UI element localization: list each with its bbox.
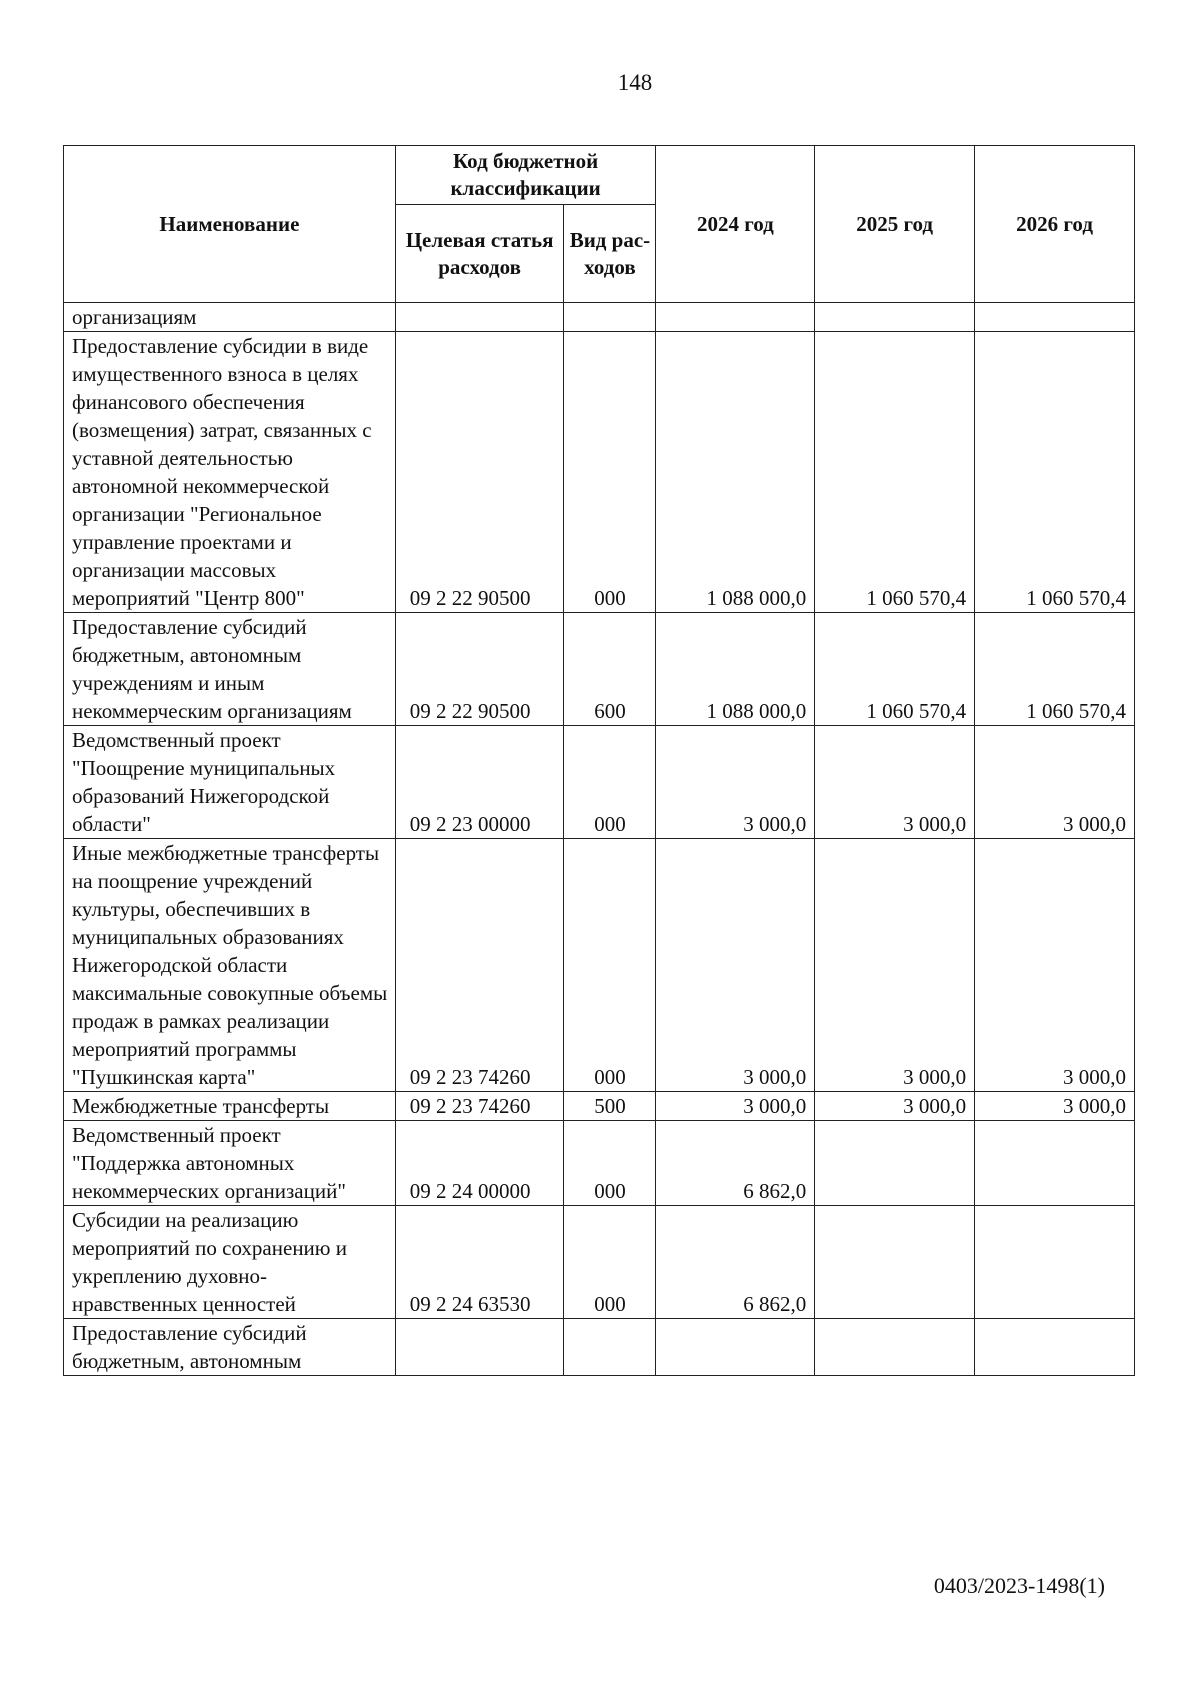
row-name-cell: Иные межбюджетные трансферты на поощрение учреждений культуры, обеспечивших в муниципальных образованиях Нижегородской области максимальные совокупные объемы продаж в рамках реализации мероприятий программы "Пушкинская карта" — [64, 839, 396, 1092]
row-name-cell: Межбюджетные трансферты — [64, 1092, 396, 1121]
amount-2024-cell: 6 862,0 — [656, 1206, 815, 1319]
header-2024: 2024 год — [656, 146, 815, 303]
amount-2025-cell: 3 000,0 — [815, 839, 975, 1092]
amount-2026-cell — [975, 1206, 1135, 1319]
row-name-cell: Субсидии на реализацию мероприятий по сохранению и укреплению духовно-нравственных ценностей — [64, 1206, 396, 1319]
amount-2026-cell: 3 000,0 — [975, 839, 1135, 1092]
document-code: 0403/2023-1498(1) — [933, 1573, 1105, 1598]
amount-2025-cell: 1 060 570,4 — [815, 332, 975, 613]
amount-2025-cell — [815, 303, 975, 332]
table-row — [64, 1092, 1135, 1121]
target-code-cell: 09 2 22 90500 — [395, 613, 564, 726]
expense-kind-cell: 500 — [564, 1092, 656, 1121]
header-target: Целевая статья расходов — [395, 205, 564, 303]
row-name-cell: Предоставление субсидий бюджетным, автономным — [64, 1319, 396, 1376]
budget-table — [63, 145, 1135, 1376]
amount-2025-cell: 3 000,0 — [815, 726, 975, 839]
amount-2024-cell: 6 862,0 — [656, 1121, 815, 1206]
target-code-cell: 09 2 24 00000 — [395, 1121, 564, 1206]
page-number: 148 — [617, 70, 653, 95]
header-2025: 2025 год — [815, 146, 975, 303]
target-code-cell — [395, 1319, 564, 1376]
amount-2026-cell — [975, 1319, 1135, 1376]
expense-kind-cell: 000 — [564, 839, 656, 1092]
row-name-cell: организациям — [64, 303, 396, 332]
header-code-group: Код бюджетной классификации — [395, 146, 656, 205]
table-row — [64, 303, 1135, 332]
expense-kind-cell: 000 — [564, 1206, 656, 1319]
amount-2024-cell: 3 000,0 — [656, 726, 815, 839]
amount-2025-cell: 1 060 570,4 — [815, 613, 975, 726]
amount-2024-cell: 1 088 000,0 — [656, 613, 815, 726]
amount-2026-cell — [975, 1121, 1135, 1206]
amount-2026-cell: 1 060 570,4 — [975, 332, 1135, 613]
amount-2024-cell: 3 000,0 — [656, 1092, 815, 1121]
row-name-cell: Ведомственный проект "Поддержка автономных некоммерческих организаций" — [64, 1121, 396, 1206]
table-row — [64, 1121, 1135, 1206]
amount-2024-cell: 1 088 000,0 — [656, 332, 815, 613]
target-code-cell: 09 2 23 00000 — [395, 726, 564, 839]
amount-2025-cell — [815, 1319, 975, 1376]
table-body — [64, 303, 1135, 1376]
expense-kind-cell — [564, 303, 656, 332]
expense-kind-cell: 000 — [564, 726, 656, 839]
table-row — [64, 613, 1135, 726]
amount-2024-cell — [656, 1319, 815, 1376]
row-name-cell: Предоставление субсидий бюджетным, автономным учреждениям и иным некоммерческим организациям — [64, 613, 396, 726]
amount-2025-cell — [815, 1121, 975, 1206]
header-kind: Вид рас-ходов — [564, 205, 656, 303]
amount-2026-cell — [975, 303, 1135, 332]
target-code-cell: 09 2 23 74260 — [395, 839, 564, 1092]
target-code-cell: 09 2 24 63530 — [395, 1206, 564, 1319]
target-code-cell: 09 2 23 74260 — [395, 1092, 564, 1121]
table-row — [64, 726, 1135, 839]
expense-kind-cell — [564, 1319, 656, 1376]
amount-2026-cell: 1 060 570,4 — [975, 613, 1135, 726]
expense-kind-cell: 600 — [564, 613, 656, 726]
row-name-cell: Предоставление субсидии в виде имущественного взноса в целях финансового обеспечения (возмещения) затрат, связанных с уставной деятельностью автономной некоммерческой организации "Региональное управление проектами и организации массовых мероприятий "Центр 800" — [64, 332, 396, 613]
table-row — [64, 1206, 1135, 1319]
amount-2025-cell: 3 000,0 — [815, 1092, 975, 1121]
target-code-cell — [395, 303, 564, 332]
table-row — [64, 839, 1135, 1092]
row-name-cell: Ведомственный проект "Поощрение муниципальных образований Нижегородской области" — [64, 726, 396, 839]
table-row — [64, 332, 1135, 613]
expense-kind-cell: 000 — [564, 1121, 656, 1206]
target-code-cell: 09 2 22 90500 — [395, 332, 564, 613]
header-name: Наименование — [64, 146, 396, 303]
amount-2024-cell: 3 000,0 — [656, 839, 815, 1092]
amount-2026-cell: 3 000,0 — [975, 1092, 1135, 1121]
amount-2025-cell — [815, 1206, 975, 1319]
table-row — [64, 1319, 1135, 1376]
header-2026: 2026 год — [975, 146, 1135, 303]
amount-2024-cell — [656, 303, 815, 332]
expense-kind-cell: 000 — [564, 332, 656, 613]
amount-2026-cell: 3 000,0 — [975, 726, 1135, 839]
